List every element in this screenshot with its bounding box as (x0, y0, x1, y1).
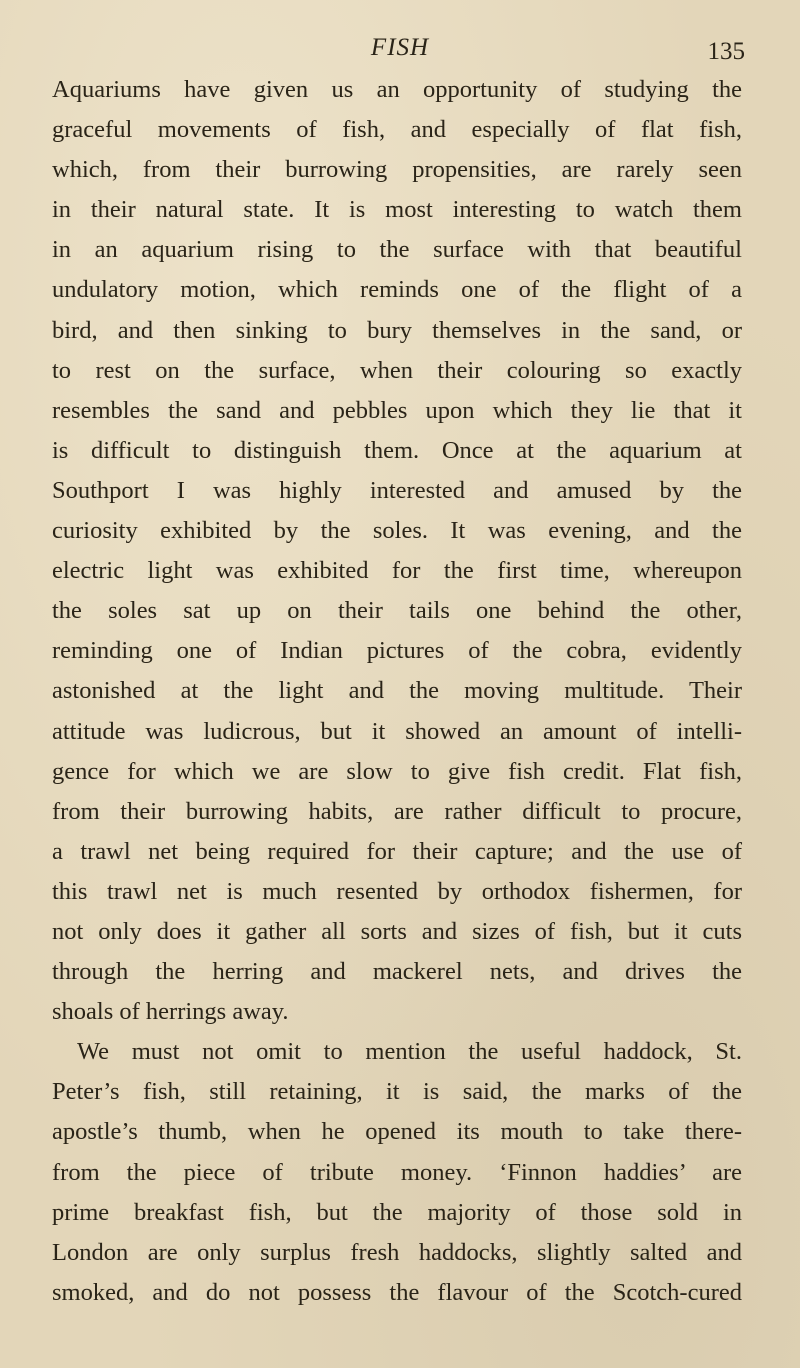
text-line: smoked, and do not possess the flavour of the Scotch-cured (52, 1278, 742, 1306)
text-line: electric light was exhibited for the first time, whereupon (52, 557, 742, 585)
text-line: reminding one of Indian pictures of the cobra, evidently (52, 637, 742, 665)
text-line: which, from their burrowing propensities, are rarely seen (52, 156, 742, 184)
text-line: Southport I was highly interested and amused by the (52, 476, 742, 504)
text-line: from the piece of tribute money. ‘Finnon haddies’ are (52, 1158, 742, 1186)
text-line: apostle’s thumb, when he opened its mouth to take there- (52, 1118, 742, 1146)
paragraph (52, 1032, 742, 1313)
body-text (52, 70, 742, 1313)
text-line: the soles sat up on their tails one behind the other, (52, 597, 742, 625)
text-line: not only does it gather all sorts and sizes of fish, but it cuts (52, 917, 742, 945)
text-line: London are only surplus fresh haddocks, slightly salted and (52, 1238, 742, 1266)
page-header (0, 30, 800, 70)
text-line: graceful movements of fish, and especially of flat fish, (52, 116, 742, 144)
text-line: from their burrowing habits, are rather difficult to procure, (52, 797, 742, 825)
text-line: shoals of herrings away. (52, 998, 289, 1026)
paragraph (52, 70, 742, 1032)
text-line: in their natural state. It is most interesting to watch them (52, 196, 742, 224)
text-line: is difficult to distinguish them. Once at the aquarium at (52, 436, 742, 464)
text-line: prime breakfast fish, but the majority of those sold in (52, 1198, 742, 1226)
text-line: this trawl net is much resented by orthodox fishermen, for (52, 877, 742, 905)
text-line: Peter’s fish, still retaining, it is said, the marks of the (52, 1078, 742, 1106)
text-line: astonished at the light and the moving multitude. Their (52, 677, 742, 705)
text-line: in an aquarium rising to the surface with that beautiful (52, 236, 742, 264)
text-line: to rest on the surface, when their colouring so exactly (52, 356, 742, 384)
text-line: We must not omit to mention the useful haddock, St. (77, 1038, 742, 1066)
text-line: resembles the sand and pebbles upon which they lie that it (52, 396, 742, 424)
text-line: undulatory motion, which reminds one of the flight of a (52, 276, 742, 304)
page-number: 135 (707, 38, 745, 65)
text-line: Aquariums have given us an opportunity of studying the (52, 76, 742, 103)
text-line: through the herring and mackerel nets, and drives the (52, 958, 742, 986)
text-line: attitude was ludicrous, but it showed an amount of intelli- (52, 717, 742, 745)
running-head: FISH (370, 34, 430, 61)
text-line: curiosity exhibited by the soles. It was evening, and the (52, 517, 742, 545)
text-line: gence for which we are slow to give fish credit. Flat fish, (52, 757, 742, 785)
text-line: bird, and then sinking to bury themselves in the sand, or (52, 316, 742, 344)
text-line: a trawl net being required for their capture; and the use of (52, 837, 742, 865)
